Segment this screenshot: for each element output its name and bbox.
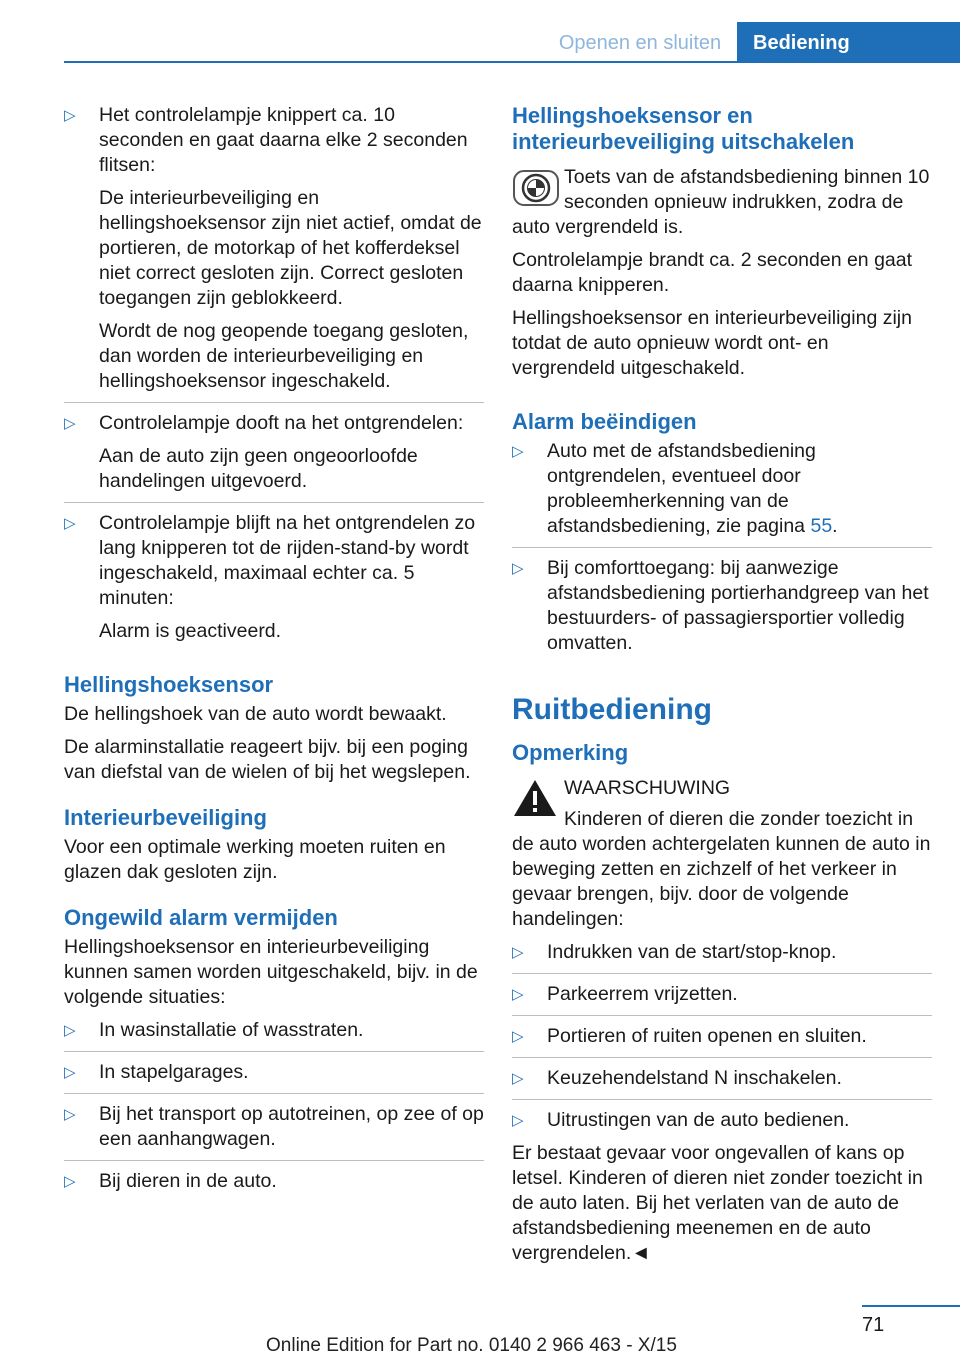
bullet-triangle-icon: ▷ — [64, 1173, 76, 1190]
list-item — [64, 1102, 484, 1152]
right-column — [512, 103, 932, 1274]
header-section-title: Openen en sluiten — [558, 32, 722, 54]
warning-label: WAARSCHUWING — [564, 777, 731, 799]
page-reference-link[interactable]: 55 — [810, 515, 833, 537]
bullet-triangle-icon: ▷ — [64, 1022, 76, 1039]
divider — [64, 1160, 484, 1161]
section-heading: Hellingshoeksensor en interieurbeveiliging uitschakelen — [512, 103, 855, 154]
paragraph: Controlelampje brandt ca. 2 seconden en gaat daarna knipperen. — [512, 249, 913, 296]
list-item — [64, 411, 484, 494]
header-chapter-tab: Bediening — [737, 22, 960, 62]
bullet-triangle-icon: ▷ — [64, 1106, 76, 1123]
list-item — [512, 982, 932, 1007]
list-item — [512, 439, 932, 539]
chapter-heading: Ruitbediening — [512, 693, 712, 726]
list-item-text: Parkeerrem vrijzetten. — [547, 983, 738, 1005]
section-heading: Ongewild alarm vermijden — [64, 905, 338, 930]
divider — [512, 1057, 932, 1058]
edition-note: Online Edition for Part no. 0140 2 966 463 - X/15 — [266, 1335, 677, 1356]
bullet-triangle-icon: ▷ — [512, 944, 524, 961]
list-item-text: In wasinstallatie of wasstraten. — [99, 1019, 364, 1041]
section-heading: Opmerking — [512, 740, 629, 765]
list-item-text-main: Auto met de afstandsbediening ontgrendelen, eventueel door probleemherkenning van de afstandsbediening, zie pagina — [547, 440, 816, 537]
list-item-paragraph: Alarm is geactiveerd. — [99, 620, 282, 642]
bullet-triangle-icon: ▷ — [512, 1028, 524, 1045]
list-item — [512, 1024, 932, 1049]
section-heading: Interieurbeveiliging — [64, 805, 267, 830]
list-item-text: Bij comforttoegang: bij aanwezige afstandsbediening portierhandgreep van het bestuurders- of passagiersportier volledig omvatten. — [547, 557, 929, 654]
divider — [64, 402, 484, 403]
paragraph: Hellingshoeksensor en interieurbeveiliging kunnen samen worden uitgeschakeld, bijv. in de volgende situaties: — [64, 936, 478, 1008]
paragraph: Toets van de afstandsbediening binnen 10 seconden opnieuw indrukken, zodra de auto vergrendeld is. — [512, 166, 930, 238]
bullet-triangle-icon: ▷ — [512, 443, 524, 460]
list-item-text-end: . — [832, 515, 838, 537]
list-item-paragraph: Aan de auto zijn geen ongeoorloofde handelingen uitgevoerd. — [99, 445, 418, 492]
list-item-text: Het controlelampje knippert ca. 10 seconden en gaat daarna elke 2 seconden flitsen: — [99, 104, 468, 176]
divider — [64, 1093, 484, 1094]
bullet-triangle-icon: ▷ — [64, 107, 76, 124]
bmw-logo-key-icon — [512, 167, 560, 209]
list-item-text: In stapelgarages. — [99, 1061, 249, 1083]
list-item-paragraph: Wordt de nog geopende toegang gesloten, dan worden de interieurbeveiliging en hellingshoeksensor ingeschakeld. — [99, 320, 469, 392]
list-item-text: Controlelampje dooft na het ontgrendelen: — [99, 412, 464, 434]
divider — [512, 973, 932, 974]
paragraph: Er bestaat gevaar voor ongevallen of kans op letsel. Kinderen of dieren niet zonder toezicht in de auto laten. Bij het verlaten van de auto de afstandsbediening meenemen en de auto vergrendelen.◄ — [512, 1142, 923, 1264]
divider — [64, 1051, 484, 1052]
paragraph: Voor een optimale werking moeten ruiten en glazen dak gesloten zijn. — [64, 836, 446, 883]
list-item-paragraph: De interieurbeveiliging en hellingshoeksensor zijn niet actief, omdat de portieren, de motorkap of het kofferdeksel niet correct gesloten zijn. Correct gesloten toegangen zijn geblokkeerd. — [99, 187, 482, 309]
list-item-text — [547, 439, 932, 539]
paragraph: Hellingshoeksensor en interieurbeveiliging zijn totdat de auto opnieuw wordt ont- en vergrendeld uitgeschakeld. — [512, 307, 912, 379]
divider — [512, 547, 932, 548]
bullet-triangle-icon: ▷ — [512, 1070, 524, 1087]
footer-rule — [862, 1305, 960, 1307]
list-item — [64, 1060, 484, 1085]
list-item-text: Controlelampje blijft na het ontgrendelen zo lang knipperen tot de rijden-stand-by wordt ingeschakeld, maximaal echter ca. 5 minuten: — [99, 512, 476, 609]
divider — [512, 1015, 932, 1016]
divider — [512, 1099, 932, 1100]
list-item — [64, 511, 484, 644]
list-item-text: Uitrustingen van de auto bedienen. — [547, 1109, 850, 1131]
bullet-triangle-icon: ▷ — [64, 515, 76, 532]
paragraph: Kinderen of dieren die zonder toezicht in de auto worden achtergelaten kunnen de auto in beweging zetten en zichzelf of het verkeer in gevaar brengen, bijv. door de volgende handelingen: — [512, 808, 931, 930]
warning-triangle-icon — [512, 778, 558, 818]
list-item — [64, 1018, 484, 1043]
paragraph: De hellingshoek van de auto wordt bewaakt. — [64, 703, 447, 725]
list-item-text: Keuzehendelstand N inschakelen. — [547, 1067, 842, 1089]
list-item — [512, 940, 932, 965]
bullet-triangle-icon: ▷ — [512, 986, 524, 1003]
header-rule — [64, 61, 960, 63]
page-number: 71 — [862, 1314, 885, 1336]
bullet-triangle-icon: ▷ — [512, 560, 524, 577]
left-column — [64, 103, 484, 1202]
list-item — [64, 1169, 484, 1194]
bullet-triangle-icon: ▷ — [64, 415, 76, 432]
list-item-text: Indrukken van de start/stop-knop. — [547, 941, 837, 963]
list-item — [512, 1108, 932, 1133]
section-heading: Hellingshoeksensor — [64, 672, 274, 697]
section-heading: Alarm beëindigen — [512, 409, 697, 434]
bullet-triangle-icon: ▷ — [512, 1112, 524, 1129]
warning-block — [512, 776, 932, 932]
list-item-text: Bij dieren in de auto. — [99, 1170, 277, 1192]
list-item-text: Bij het transport op autotreinen, op zee of op een aanhangwagen. — [99, 1103, 484, 1150]
bullet-triangle-icon: ▷ — [64, 1064, 76, 1081]
icon-paragraph — [512, 165, 932, 240]
list-item — [64, 103, 484, 394]
divider — [64, 502, 484, 503]
list-item — [512, 1066, 932, 1091]
paragraph: De alarminstallatie reageert bijv. bij een poging van diefstal van de wielen of bij het wegslepen. — [64, 736, 471, 783]
list-item — [512, 556, 932, 656]
list-item-text: Portieren of ruiten openen en sluiten. — [547, 1025, 867, 1047]
